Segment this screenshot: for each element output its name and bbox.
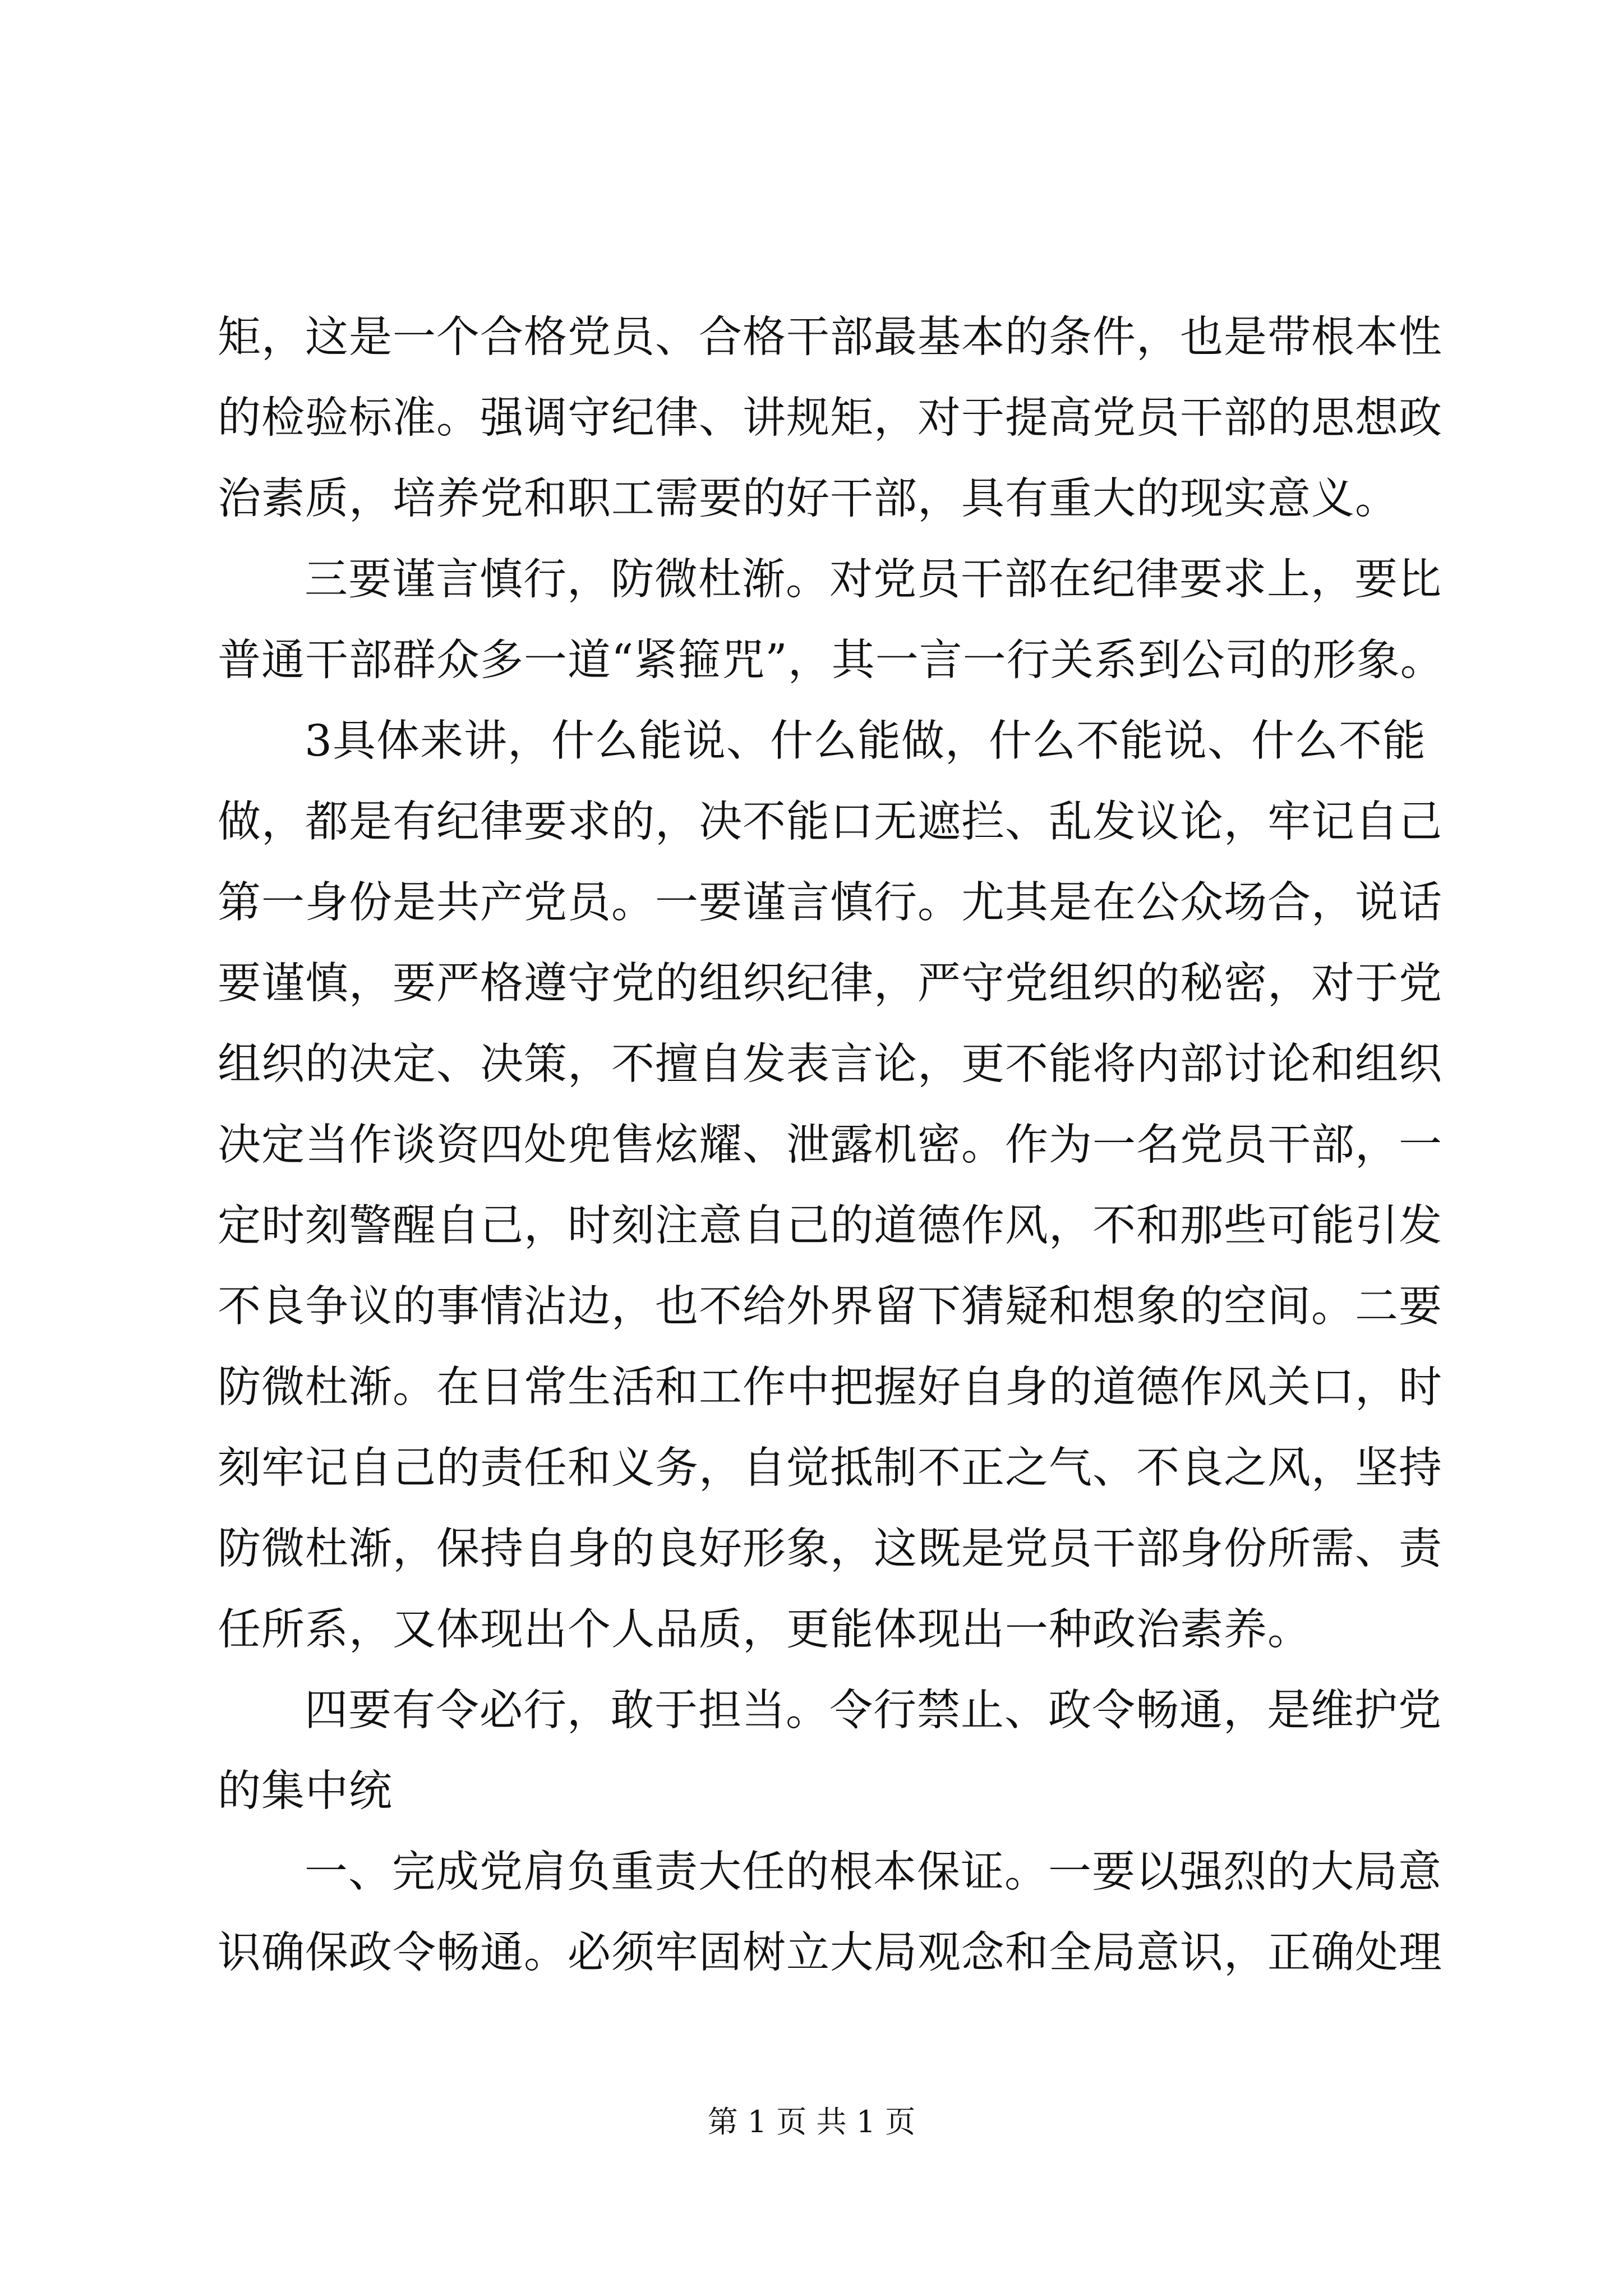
text-line-content: 四要有令必行，敢于担当。令行禁止、政令畅通，是维护党 xyxy=(305,1686,1442,1736)
text-line xyxy=(218,1832,1442,1913)
text-line-content: 组织的决定、决策，不擅自发表言论，更不能将内部讨论和组织 xyxy=(218,1039,1442,1089)
text-line xyxy=(218,1913,1442,1994)
text-line-content: 刻牢记自己的责任和义务，自觉抵制不正之气、不良之风，坚持 xyxy=(218,1443,1442,1493)
text-line-content: 治素质，培养党和职工需要的好干部，具有重大的现实意义。 xyxy=(218,474,1399,524)
text-line xyxy=(218,540,1442,620)
text-line xyxy=(218,782,1442,863)
text-line xyxy=(218,459,1423,540)
text-line xyxy=(218,863,1442,944)
text-line xyxy=(218,1751,1423,1832)
page-number-label: 第 1 页 共 1 页 xyxy=(707,2104,916,2139)
text-line-content: 防微杜渐。在日常生活和工作中把握好自身的道德作风关口，时 xyxy=(218,1363,1442,1412)
text-line-content: 防微杜渐，保持自身的良好形象，这既是党员干部身份所需、责 xyxy=(218,1524,1442,1574)
text-line-content: 识确保政令畅通。必须牢固树立大局观念和全局意识，正确处理 xyxy=(218,1928,1442,1978)
text-line xyxy=(218,1186,1442,1267)
text-line xyxy=(218,378,1442,459)
text-line xyxy=(218,1105,1442,1186)
text-line-content: 任所系，又体现出个人品质，更能体现出一种政治素养。 xyxy=(218,1605,1311,1655)
text-line-content: 定时刻警醒自己，时刻注意自己的道德作风，不和那些可能引发 xyxy=(218,1201,1442,1251)
text-line xyxy=(218,620,1444,701)
text-line xyxy=(218,701,1426,782)
text-line xyxy=(218,1428,1442,1509)
text-line xyxy=(218,1590,1423,1671)
text-line xyxy=(218,297,1442,378)
text-line xyxy=(218,1671,1442,1751)
text-line xyxy=(218,1509,1442,1590)
text-line xyxy=(218,1347,1442,1428)
text-line-content: 的检验标准。强调守纪律、讲规矩，对于提高党员干部的思想政 xyxy=(218,393,1442,443)
text-line-content: 一、完成党肩负重责大任的根本保证。一要以强烈的大局意 xyxy=(305,1847,1442,1897)
page-footer xyxy=(0,2102,1623,2142)
text-line-content: 普通干部群众多一道“紧箍咒”，其一言一行关系到公司的形象。 xyxy=(218,636,1444,685)
text-line-content: 不良争议的事情沾边，也不给外界留下猜疑和想象的空间。二要 xyxy=(218,1282,1442,1332)
text-line-content: 3具体来讲，什么能说、什么能做，什么不能说、什么不能 xyxy=(305,716,1426,766)
text-line xyxy=(218,944,1442,1024)
document-body xyxy=(218,297,1444,1994)
text-line-content: 三要谨言慎行，防微杜渐。对党员干部在纪律要求上，要比 xyxy=(305,555,1442,605)
text-line-content: 做，都是有纪律要求的，决不能口无遮拦、乱发议论，牢记自己 xyxy=(218,797,1442,847)
text-line-content: 矩，这是一个合格党员、合格干部最基本的条件，也是带根本性 xyxy=(218,312,1442,362)
text-line-content: 决定当作谈资四处兜售炫耀、泄露机密。作为一名党员干部，一 xyxy=(218,1120,1442,1170)
text-line-content: 要谨慎，要严格遵守党的组织纪律，严守党组织的秘密，对于党 xyxy=(218,959,1442,1009)
text-line xyxy=(218,1267,1442,1347)
text-line-content: 的集中统 xyxy=(218,1766,393,1816)
text-line xyxy=(218,1024,1442,1105)
text-line-content: 第一身份是共产党员。一要谨言慎行。尤其是在公众场合，说话 xyxy=(218,878,1442,928)
